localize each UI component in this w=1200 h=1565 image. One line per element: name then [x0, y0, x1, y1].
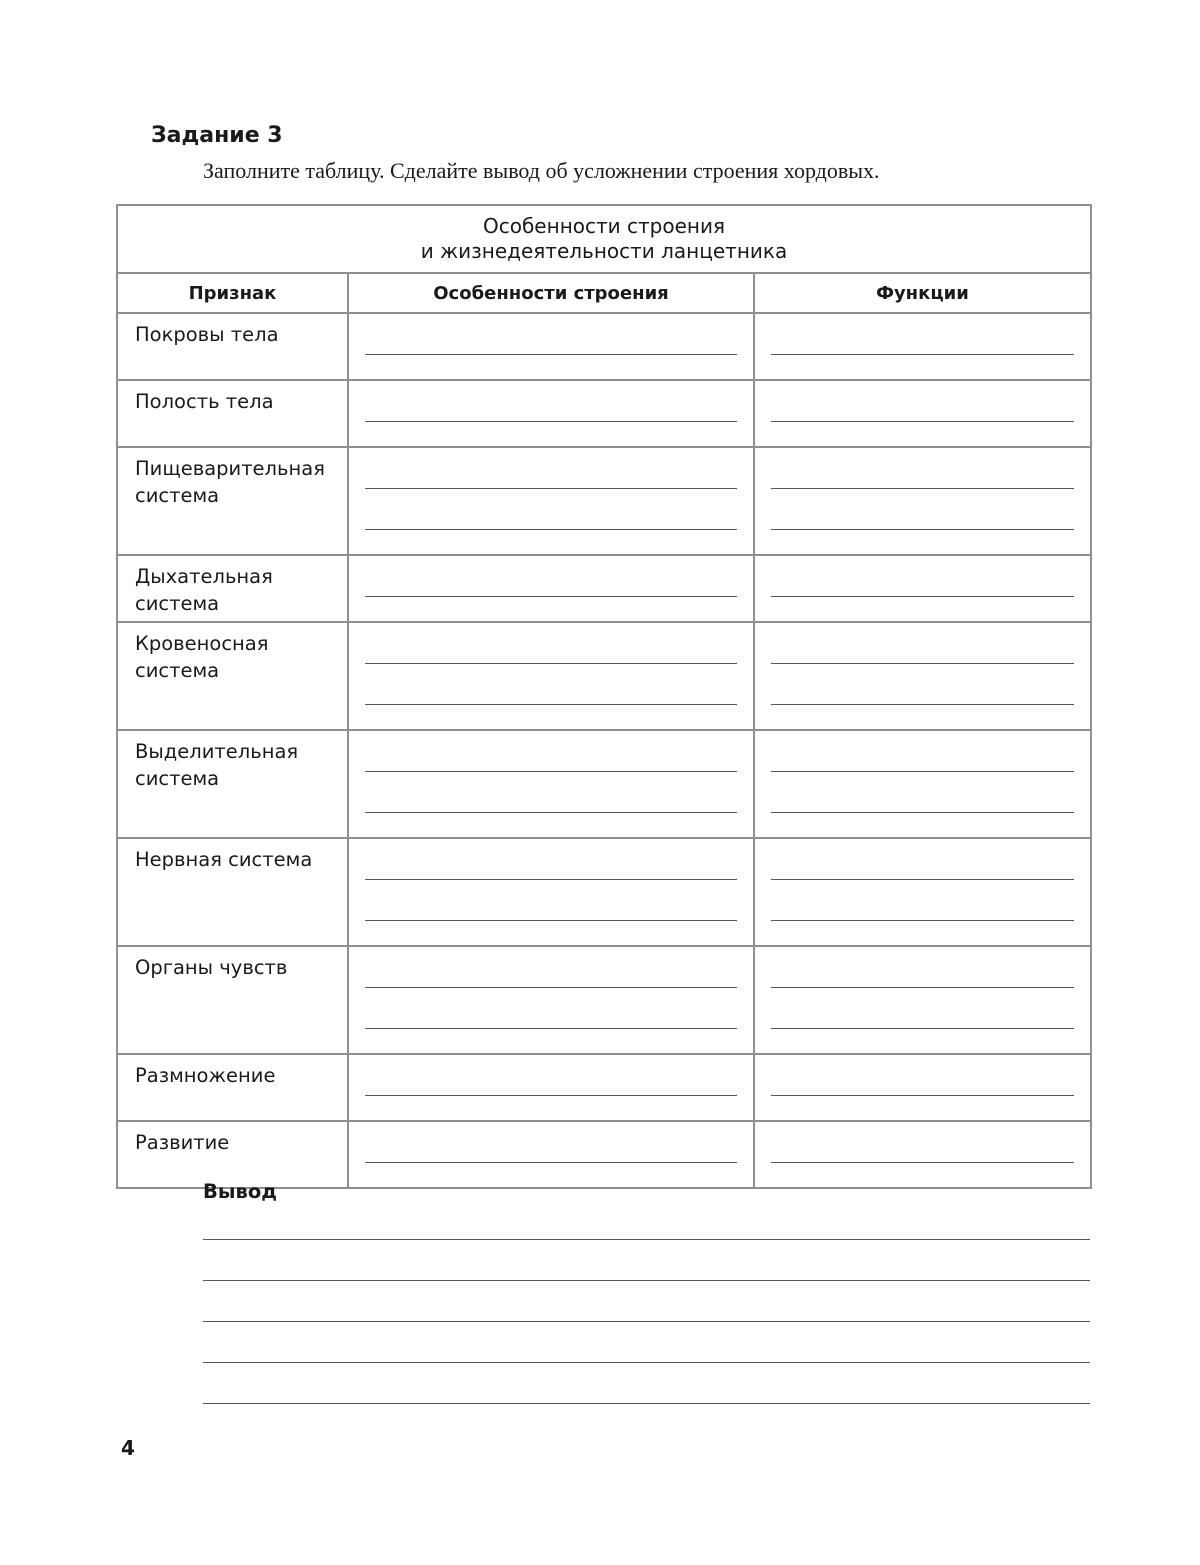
row-feature-label — [117, 555, 348, 622]
conclusion-line[interactable] — [203, 1239, 1090, 1240]
answer-line[interactable] — [771, 354, 1074, 355]
table-row — [117, 555, 1091, 622]
row-feature-label — [117, 838, 348, 946]
row-feature-label-line: система — [135, 767, 220, 790]
answer-line[interactable] — [365, 1095, 737, 1096]
answer-line[interactable] — [365, 771, 737, 772]
row-feature-label-line: Пищеварительная — [135, 457, 325, 480]
row-feature-label — [117, 622, 348, 730]
row-feature-label — [117, 946, 348, 1054]
row-feature-label — [117, 1054, 348, 1121]
column-header-functions: Функции — [754, 273, 1091, 313]
answer-cell-functions[interactable] — [754, 1054, 1091, 1121]
answer-cell-functions[interactable] — [754, 622, 1091, 730]
table-caption-line: и жизнедеятельности ланцетника — [420, 239, 788, 263]
answer-line[interactable] — [365, 488, 737, 489]
answer-line[interactable] — [771, 488, 1074, 489]
answer-cell-functions[interactable] — [754, 380, 1091, 447]
table-row — [117, 1121, 1091, 1188]
row-feature-label-line: Развитие — [135, 1131, 230, 1154]
answer-cell-structure[interactable] — [348, 838, 754, 946]
table-row — [117, 313, 1091, 380]
task-title: Задание 3 — [151, 123, 283, 148]
answer-cell-functions[interactable] — [754, 555, 1091, 622]
table-row — [117, 1054, 1091, 1121]
conclusion-line[interactable] — [203, 1403, 1090, 1404]
answer-cell-structure[interactable] — [348, 555, 754, 622]
answer-line[interactable] — [771, 421, 1074, 422]
row-feature-label-line: Дыхательная — [135, 565, 273, 588]
row-feature-label — [117, 730, 348, 838]
answer-line[interactable] — [771, 596, 1074, 597]
table-caption — [117, 205, 1091, 273]
table-caption-line: Особенности строения — [483, 214, 725, 238]
answer-line[interactable] — [365, 812, 737, 813]
answer-cell-structure[interactable] — [348, 946, 754, 1054]
table-row — [117, 380, 1091, 447]
answer-line[interactable] — [771, 920, 1074, 921]
answer-line[interactable] — [771, 704, 1074, 705]
answer-cell-functions[interactable] — [754, 1121, 1091, 1188]
answer-cell-structure[interactable] — [348, 1121, 754, 1188]
table-row — [117, 838, 1091, 946]
answer-line[interactable] — [365, 354, 737, 355]
column-header-structure: Особенности строения — [348, 273, 754, 313]
answer-line[interactable] — [365, 987, 737, 988]
conclusion-line[interactable] — [203, 1362, 1090, 1363]
row-feature-label-line: Нервная система — [135, 848, 313, 871]
answer-line[interactable] — [771, 987, 1074, 988]
page-number: 4 — [121, 1436, 135, 1460]
row-feature-label-line: Размножение — [135, 1064, 276, 1087]
answer-cell-functions[interactable] — [754, 730, 1091, 838]
row-feature-label — [117, 380, 348, 447]
conclusion-line[interactable] — [203, 1280, 1090, 1281]
answer-line[interactable] — [365, 663, 737, 664]
table-row — [117, 946, 1091, 1054]
answer-line[interactable] — [365, 1028, 737, 1029]
conclusion-label: Вывод — [203, 1180, 277, 1203]
row-feature-label-line: Покровы тела — [135, 323, 279, 346]
answer-line[interactable] — [771, 812, 1074, 813]
row-feature-label-line: система — [135, 592, 220, 615]
answer-cell-structure[interactable] — [348, 730, 754, 838]
row-feature-label — [117, 1121, 348, 1188]
row-feature-label-line: система — [135, 484, 220, 507]
answer-cell-structure[interactable] — [348, 380, 754, 447]
answer-line[interactable] — [771, 1028, 1074, 1029]
lancelet-table — [116, 204, 1092, 1189]
conclusion-line[interactable] — [203, 1321, 1090, 1322]
answer-line[interactable] — [365, 529, 737, 530]
row-feature-label-line: Органы чувств — [135, 956, 288, 979]
table-row — [117, 730, 1091, 838]
column-header-feature: Признак — [117, 273, 348, 313]
answer-cell-structure[interactable] — [348, 313, 754, 380]
task-instruction: Заполните таблицу. Сделайте вывод об усложнении строения хордовых. — [203, 158, 880, 183]
answer-line[interactable] — [771, 663, 1074, 664]
answer-cell-structure[interactable] — [348, 622, 754, 730]
answer-line[interactable] — [771, 1095, 1074, 1096]
answer-line[interactable] — [365, 879, 737, 880]
answer-cell-functions[interactable] — [754, 313, 1091, 380]
row-feature-label-line: Кровеносная — [135, 632, 269, 655]
row-feature-label — [117, 313, 348, 380]
answer-line[interactable] — [365, 1162, 737, 1163]
answer-line[interactable] — [771, 1162, 1074, 1163]
answer-line[interactable] — [365, 704, 737, 705]
answer-line[interactable] — [365, 596, 737, 597]
answer-line[interactable] — [771, 771, 1074, 772]
answer-cell-structure[interactable] — [348, 447, 754, 555]
answer-line[interactable] — [365, 421, 737, 422]
row-feature-label-line: система — [135, 659, 220, 682]
answer-line[interactable] — [365, 920, 737, 921]
answer-cell-structure[interactable] — [348, 1054, 754, 1121]
table-row — [117, 622, 1091, 730]
table-body — [117, 313, 1091, 1188]
table-row — [117, 447, 1091, 555]
row-feature-label-line: Полость тела — [135, 390, 274, 413]
row-feature-label-line: Выделительная — [135, 740, 299, 763]
answer-line[interactable] — [771, 879, 1074, 880]
answer-cell-functions[interactable] — [754, 447, 1091, 555]
answer-cell-functions[interactable] — [754, 946, 1091, 1054]
answer-line[interactable] — [771, 529, 1074, 530]
row-feature-label — [117, 447, 348, 555]
answer-cell-functions[interactable] — [754, 838, 1091, 946]
